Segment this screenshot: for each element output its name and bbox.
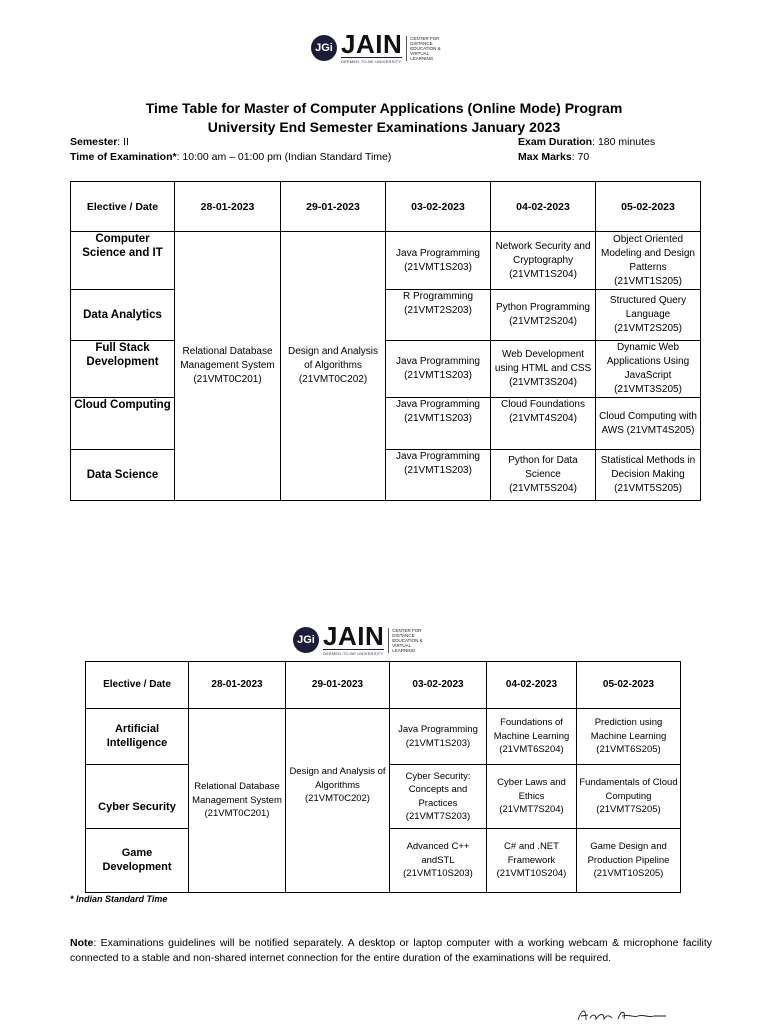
header-cell: 03-02-2023 (390, 662, 487, 709)
university-logo (311, 29, 442, 64)
exam-cell: Dynamic Web Applications Using JavaScript (21VMT3S205) (596, 341, 701, 398)
table-row (86, 709, 681, 765)
timetable-2 (85, 661, 681, 893)
logo-wordmark: JAIN (341, 29, 403, 59)
header-cell: 05-02-2023 (577, 662, 681, 709)
logo-center-text: CENTER FOR DISTANCE EDUCATION & VIRTUAL LEARNING (406, 36, 442, 61)
exam-cell: Cloud Foundations (21VMT4S204) (491, 398, 596, 450)
exam-cell: R Programming (21VMT2S203) (386, 290, 491, 341)
exam-cell: Python Programming (21VMT2S204) (491, 290, 596, 341)
footnote-ist: * Indian Standard Time (70, 894, 168, 904)
elective-cell: Cloud Computing (71, 398, 175, 450)
exam-cell: Advanced C++ andSTL (21VMT10S203) (390, 829, 487, 893)
common-exam-cell: Relational Database Management System (21VMT0C201) (175, 232, 281, 501)
exam-duration-info: Exam Duration: 180 minutes (518, 136, 656, 148)
logo-wordmark: JAIN (323, 621, 385, 651)
header-cell: 05-02-2023 (596, 182, 701, 232)
elective-cell: Data Science (71, 450, 175, 501)
table-row (71, 450, 701, 501)
table-row (71, 398, 701, 450)
table-header-row (71, 182, 701, 232)
semester-info: Semester: II (70, 136, 129, 148)
exam-cell: Python for Data Science (21VMT5S204) (491, 450, 596, 501)
table-row (71, 341, 701, 398)
exam-cell: Web Development using HTML and CSS (21VMT3S204) (491, 341, 596, 398)
exam-cell: Object Oriented Modeling and Design Patterns (21VMT1S205) (596, 232, 701, 290)
table-row (71, 232, 701, 290)
header-cell: 29-01-2023 (286, 662, 390, 709)
exam-cell: Prediction using Machine Learning (21VMT6S205) (577, 709, 681, 765)
exam-cell: Java Programming (21VMT1S203) (390, 709, 487, 765)
elective-cell: Artificial Intelligence (86, 709, 189, 765)
header-cell: 04-02-2023 (487, 662, 577, 709)
header-cell: 04-02-2023 (491, 182, 596, 232)
exam-time-info: Time of Examination*: 10:00 am – 01:00 pm (Indian Standard Time) (70, 151, 392, 163)
exam-cell: C# and .NET Framework (21VMT10S204) (487, 829, 577, 893)
page-subtitle: University End Semester Examinations January 2023 (207, 119, 561, 135)
elective-cell: Cyber Security (86, 765, 189, 829)
exam-cell: Cyber Laws and Ethics (21VMT7S204) (487, 765, 577, 829)
exam-note: Note: Examinations guidelines will be notified separately. A desktop or laptop computer with a working webcam & microphone facility connected to a stable and non-shared internet connection for the entire duration of the examinations will be required. (70, 937, 712, 964)
table-header-row (86, 662, 681, 709)
elective-cell: Data Analytics (71, 290, 175, 341)
logo-center-text: CENTER FOR DISTANCE EDUCATION & VIRTUAL LEARNING (388, 628, 424, 653)
header-cell: 03-02-2023 (386, 182, 491, 232)
elective-cell: Game Development (86, 829, 189, 893)
logo-tagline: DEEMED-TO-BE UNIVERSITY (341, 59, 402, 64)
university-logo (293, 621, 424, 656)
exam-cell: Network Security and Cryptography (21VMT1S204) (491, 232, 596, 290)
header-cell: 28-01-2023 (175, 182, 281, 232)
exam-cell: Fundamentals of Cloud Computing (21VMT7S205) (577, 765, 681, 829)
common-exam-cell: Design and Analysis of Algorithms (21VMT0C202) (286, 709, 390, 893)
exam-cell: Statistical Methods in Decision Making (21VMT5S205) (596, 450, 701, 501)
exam-cell: Cyber Security: Concepts and Practices (21VMT7S203) (390, 765, 487, 829)
header-cell: Elective / Date (71, 182, 175, 232)
header-cell: Elective / Date (86, 662, 189, 709)
exam-cell: Java Programming (21VMT1S203) (386, 398, 491, 450)
jgi-badge: JGi (293, 627, 319, 653)
exam-cell: Structured Query Language (21VMT2S205) (596, 290, 701, 341)
jgi-badge: JGi (311, 35, 337, 61)
common-exam-cell: Relational Database Management System (21VMT0C201) (189, 709, 286, 893)
exam-cell: Foundations of Machine Learning (21VMT6S204) (487, 709, 577, 765)
exam-cell: Java Programming (21VMT1S203) (386, 232, 491, 290)
table-row (71, 290, 701, 341)
logo-tagline: DEEMED-TO-BE UNIVERSITY (323, 651, 384, 656)
header-cell: 29-01-2023 (281, 182, 386, 232)
elective-cell: Full Stack Development (71, 341, 175, 398)
page-title: Time Table for Master of Computer Applications (Online Mode) Program (145, 100, 623, 116)
exam-cell: Java Programming (21VMT1S203) (386, 450, 491, 501)
exam-cell: Game Design and Production Pipeline (21VMT10S205) (577, 829, 681, 893)
max-marks-info: Max Marks: 70 (518, 151, 590, 163)
timetable-1 (70, 181, 701, 501)
exam-cell: Cloud Computing with AWS (21VMT4S205) (596, 398, 701, 450)
exam-cell: Java Programming (21VMT1S203) (386, 341, 491, 398)
elective-cell: Computer Science and IT (71, 232, 175, 290)
signature (574, 1004, 674, 1024)
header-cell: 28-01-2023 (189, 662, 286, 709)
common-exam-cell: Design and Analysis of Algorithms (21VMT0C202) (281, 232, 386, 501)
